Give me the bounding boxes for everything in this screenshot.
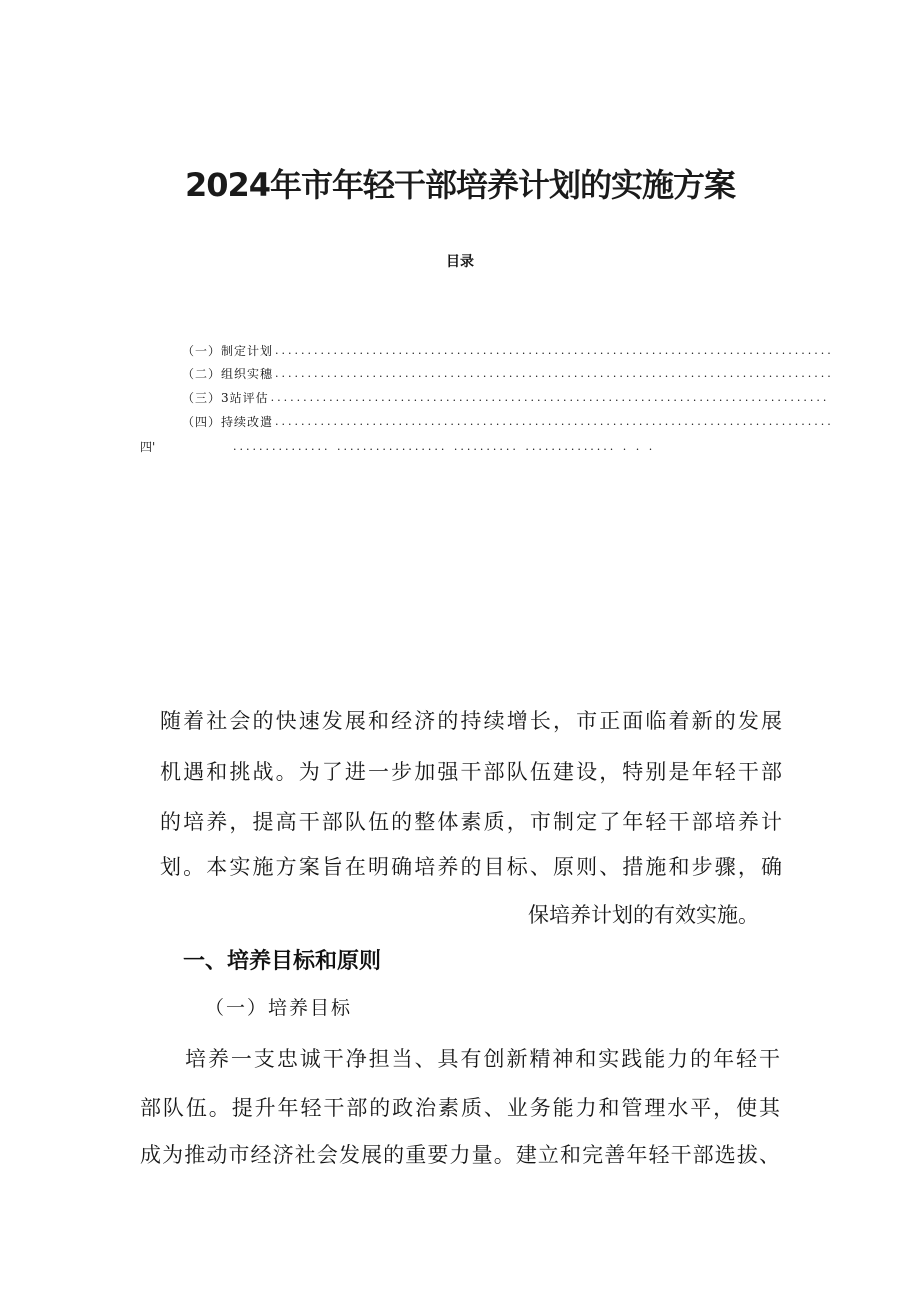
intro-paragraph-line: 机遇和挑战。为了进一步加强干部队伍建设，特别是年轻干部 [160, 760, 782, 784]
toc-extra-label: 四' [140, 440, 156, 454]
intro-paragraph-line: 随着社会的快速发展和经济的持续增长，市正面临着新的发展 [160, 709, 782, 733]
toc-leader-dots: ...................................................................................... [275, 415, 834, 428]
toc-heading: 目录 [446, 254, 474, 270]
toc-extra-dots: ............... ................. .......... .............. . . . [233, 440, 656, 453]
intro-paragraph-line: 的培养，提高干部队伍的整体素质，市制定了年轻干部培养计 [160, 810, 782, 834]
toc-leader-dots: ...................................................................................... [270, 391, 830, 404]
document-title: 2024年市年轻干部培养计划的实施方案 [184, 166, 736, 204]
section-paragraph-line: 成为推动市经济社会发展的重要力量。建立和完善年轻干部选拔、 [140, 1143, 780, 1167]
section-paragraph-line: 培养一支忠诚干净担当、具有创新精神和实践能力的年轻干 [185, 1047, 780, 1071]
intro-paragraph-line: 划。本实施方案旨在明确培养的目标、原则、措施和步骤，确 [160, 855, 782, 879]
section-heading: 一、培养目标和原则 [183, 949, 382, 974]
toc-item [182, 365, 834, 383]
section-paragraph-line: 部队伍。提升年轻干部的政治素质、业务能力和管理水平，使其 [140, 1096, 780, 1120]
toc-item [182, 342, 834, 360]
toc-item [182, 389, 830, 407]
intro-paragraph-line: 保培养计划的有效实施。 [528, 903, 759, 927]
toc-item [182, 413, 834, 431]
toc-item-label: （二）组织实穗 [182, 367, 274, 381]
toc-item-label: （三）3站评估 [182, 391, 269, 405]
toc-leader-dots: ...................................................................................... [275, 367, 834, 380]
toc-item-label: （四）持续改遣 [182, 415, 274, 429]
sub-heading: （一）培养目标 [205, 997, 353, 1019]
toc-leader-dots: ...................................................................................... [275, 344, 834, 357]
toc-item-label: （一）制定计划 [182, 344, 274, 358]
